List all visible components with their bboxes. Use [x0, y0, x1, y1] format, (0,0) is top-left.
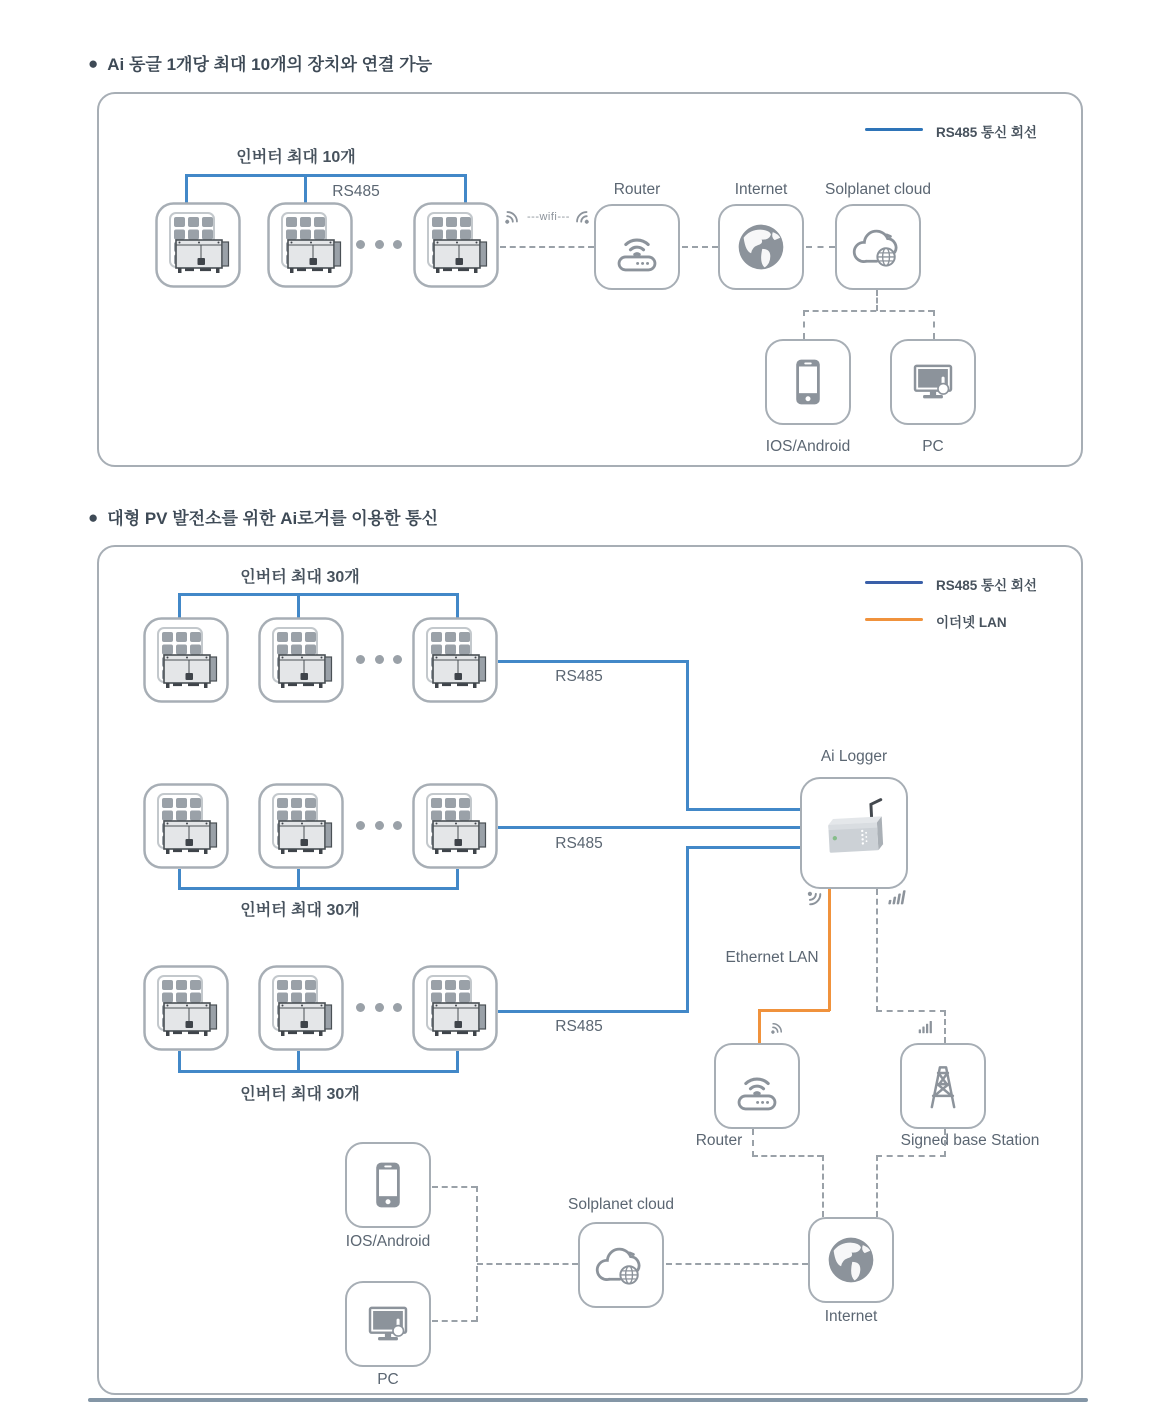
dashed-link [500, 246, 594, 248]
rs485-bus-line [178, 1070, 459, 1073]
rs485-drop-line [297, 869, 300, 889]
inverter-icon [258, 783, 344, 869]
dashed-link [682, 246, 718, 248]
dashed-link [432, 1186, 477, 1188]
rs485-drop-line [178, 869, 181, 889]
rs485-line [686, 846, 689, 1013]
pc-label: PC [377, 1371, 399, 1388]
inverter-node [258, 783, 344, 869]
inverter-icon [412, 965, 498, 1051]
rs485-drop-line [185, 174, 188, 203]
inverter-icon [258, 617, 344, 703]
dashed-link [803, 310, 934, 312]
dashed-link [944, 1010, 946, 1043]
signal-bars-icon [912, 1012, 940, 1040]
section1-heading [88, 50, 432, 75]
base-station-label: Signed base Station [900, 1132, 1040, 1149]
inverter-node [143, 783, 229, 869]
signal-bars-icon [879, 880, 917, 912]
rs485-bus-line [185, 174, 467, 177]
ethernet-line [758, 1009, 830, 1012]
pc-icon [902, 351, 964, 413]
inverter-group-label: 인버터 최대 10개 [236, 149, 356, 166]
inverter-icon [412, 783, 498, 869]
inverter-node [412, 965, 498, 1051]
inverter-icon [267, 202, 353, 288]
dashed-link [432, 1320, 477, 1322]
logger-icon [812, 791, 896, 875]
legend-ethernet-label: 이더넷 LAN [936, 615, 1007, 630]
inverter-icon [258, 965, 344, 1051]
globe-icon [730, 216, 792, 278]
bullet-dot: ● [88, 54, 99, 73]
dashed-link [933, 310, 935, 339]
dashed-link [752, 1129, 754, 1157]
rs485-line [686, 808, 802, 811]
rs485-drop-line [456, 1051, 459, 1072]
internet-label: Internet [824, 1308, 878, 1325]
ellipsis-dots [356, 821, 402, 830]
mobile-label: IOS/Android [765, 438, 851, 455]
ellipsis-dots [356, 1003, 402, 1012]
inverter-icon [413, 202, 499, 288]
inverter-node [155, 202, 241, 288]
pc-node [345, 1281, 431, 1367]
dashed-link [806, 246, 835, 248]
logger-node [800, 777, 908, 889]
rs485-drop-line [297, 1051, 300, 1072]
inverter-icon [155, 202, 241, 288]
section2-heading-text: 대형 PV 발전소를 위한 Ai로거를 이용한 통신 [107, 509, 439, 528]
ellipsis-dots [356, 240, 402, 249]
router-icon [726, 1055, 788, 1117]
rs485-bus-label: RS485 [332, 183, 380, 200]
rs485-line [498, 826, 802, 829]
legend-ethernet-swatch [865, 618, 923, 621]
inverter-icon [143, 783, 229, 869]
cloud-node [835, 204, 921, 290]
inverter-icon [412, 617, 498, 703]
cloud-icon [847, 216, 909, 278]
legend-rs485-label: RS485 통신 회선 [936, 578, 1037, 593]
rs485-line [498, 1010, 688, 1013]
inverter-node [412, 617, 498, 703]
inverter-group-label: 인버터 최대 30개 [240, 1086, 360, 1103]
ethernet-label: Ethernet LAN [725, 949, 819, 966]
pc-node [890, 339, 976, 425]
cloud-label: Solplanet cloud [825, 181, 931, 198]
rs485-drop-line [464, 174, 467, 203]
router-node [594, 204, 680, 290]
router-label: Router [695, 1132, 743, 1149]
mobile-label: IOS/Android [345, 1233, 431, 1250]
inverter-node [413, 202, 499, 288]
cloud-icon [590, 1234, 652, 1296]
rs485-line [686, 660, 689, 811]
router-label: Router [613, 181, 661, 198]
rs485-drop-line [456, 869, 459, 889]
router-icon [606, 216, 668, 278]
legend-rs485-swatch [865, 128, 923, 131]
globe-icon [820, 1229, 882, 1291]
cloud-label: Solplanet cloud [568, 1196, 674, 1213]
inverter-node [143, 617, 229, 703]
rs485-drop-line [456, 593, 459, 618]
inverter-node [267, 202, 353, 288]
section1-heading-text: Ai 동글 1개당 최대 10개의 장치와 연결 가능 [107, 55, 433, 74]
mobile-node [345, 1142, 431, 1228]
cloud-node [578, 1222, 664, 1308]
rs485-bus-line [178, 593, 459, 596]
page-bottom-rule [88, 1398, 1088, 1402]
legend-rs485-swatch [865, 581, 923, 584]
inverter-group-label: 인버터 최대 30개 [240, 569, 360, 586]
inverter-icon [143, 965, 229, 1051]
tower-icon [912, 1055, 974, 1117]
rs485-line-label: RS485 [555, 1018, 603, 1035]
inverter-group-label: 인버터 최대 30개 [240, 902, 360, 919]
section2-heading [88, 504, 438, 529]
internet-node [718, 204, 804, 290]
rs485-bus-line [178, 887, 459, 890]
pc-label: PC [922, 438, 944, 455]
base-station-node [900, 1043, 986, 1129]
dashed-link [876, 290, 878, 311]
dashed-link [822, 1155, 824, 1217]
legend-rs485-label: RS485 통신 회선 [936, 125, 1037, 140]
mobile-node [765, 339, 851, 425]
rs485-line-label: RS485 [555, 835, 603, 852]
internet-node [808, 1217, 894, 1303]
router-node [714, 1043, 800, 1129]
inverter-node [258, 617, 344, 703]
dashed-link [752, 1155, 823, 1157]
rs485-line [686, 846, 802, 849]
dashed-link [476, 1186, 478, 1322]
phone-icon [357, 1154, 419, 1216]
rs485-drop-line [297, 593, 300, 618]
rs485-line [498, 660, 688, 663]
dashed-link [944, 1129, 946, 1157]
inverter-node [412, 783, 498, 869]
internet-label: Internet [734, 181, 788, 198]
dashed-link [876, 1155, 878, 1217]
ellipsis-dots [356, 655, 402, 664]
inverter-node [258, 965, 344, 1051]
rs485-drop-line [178, 1051, 181, 1072]
dashed-link [803, 310, 805, 339]
inverter-node [143, 965, 229, 1051]
dashed-link [876, 889, 878, 1012]
bullet-dot: ● [88, 508, 99, 527]
rs485-line-label: RS485 [555, 668, 603, 685]
phone-icon [777, 351, 839, 413]
logger-label: Ai Logger [820, 748, 888, 765]
dashed-link [477, 1263, 578, 1265]
rs485-drop-line [178, 593, 181, 618]
dashed-link [666, 1263, 808, 1265]
dashed-link [876, 1155, 946, 1157]
wifi-link-label: ---wifi--- [527, 211, 570, 223]
pc-icon [357, 1293, 419, 1355]
inverter-icon [143, 617, 229, 703]
